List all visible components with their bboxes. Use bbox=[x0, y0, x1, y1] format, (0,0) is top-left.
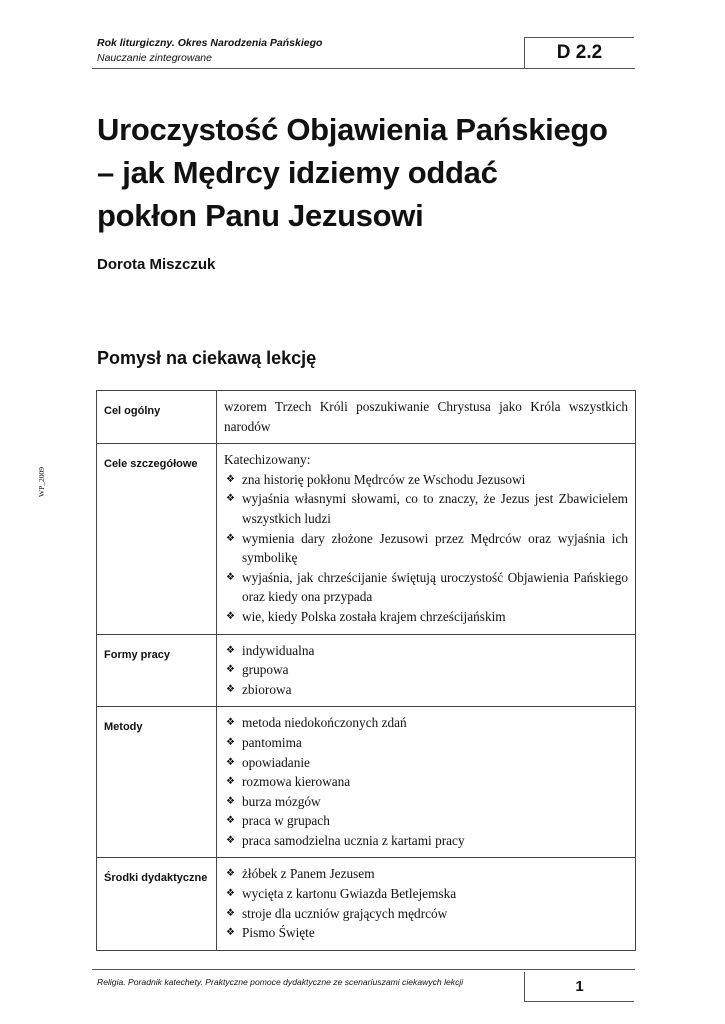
diamond-dots-icon: ❖ bbox=[226, 664, 235, 676]
diamond-dots-icon: ❖ bbox=[226, 834, 235, 846]
header-divider bbox=[92, 68, 635, 69]
row-value bbox=[217, 858, 636, 950]
list-item-text: wie, kiedy Polska została krajem chrześcijańskim bbox=[242, 608, 506, 624]
row-value bbox=[217, 444, 636, 634]
footer-divider bbox=[92, 969, 635, 970]
list-item bbox=[224, 884, 628, 904]
list-item bbox=[224, 923, 628, 943]
side-code: WP_2009 bbox=[37, 467, 46, 497]
list-item-text: Pismo Święte bbox=[242, 925, 315, 941]
diamond-dots-icon: ❖ bbox=[226, 795, 235, 807]
series-subtitle: Nauczanie zintegrowane bbox=[97, 52, 212, 64]
diamond-dots-icon: ❖ bbox=[226, 683, 235, 695]
list-item bbox=[224, 831, 628, 851]
list-item bbox=[224, 529, 628, 568]
diamond-dots-icon: ❖ bbox=[226, 532, 235, 544]
document-code: D 2.2 bbox=[524, 37, 634, 68]
lesson-plan-table bbox=[96, 390, 636, 951]
list-item-text: grupowa bbox=[242, 662, 289, 678]
row-label: Cel ogólny bbox=[97, 391, 217, 444]
page-number: 1 bbox=[524, 972, 634, 1002]
row-label: Formy pracy bbox=[97, 634, 217, 707]
table-row bbox=[97, 858, 636, 950]
row-label: Metody bbox=[97, 707, 217, 858]
list-item-text: indywidualna bbox=[242, 642, 315, 658]
list-item bbox=[224, 470, 628, 490]
author: Dorota Miszczuk bbox=[97, 256, 216, 273]
list-item bbox=[224, 660, 628, 680]
list-item-text: wycięta z kartonu Gwiazda Betlejemska bbox=[242, 886, 457, 902]
list-item bbox=[224, 680, 628, 700]
row-value bbox=[217, 634, 636, 707]
bullet-list bbox=[224, 641, 628, 700]
row-value bbox=[217, 707, 636, 858]
row-value: wzorem Trzech Króli poszukiwanie Chrystusa jako Króla wszystkich narodów bbox=[217, 391, 636, 444]
row-label: Środki dydaktyczne bbox=[97, 858, 217, 950]
diamond-dots-icon: ❖ bbox=[226, 473, 235, 485]
list-item-text: zna historię pokłonu Mędrców ze Wschodu Jezusowi bbox=[242, 471, 526, 487]
list-item-text: praca w grupach bbox=[242, 813, 330, 829]
title-line: – jak Mędrcy idziemy oddać bbox=[97, 155, 498, 190]
list-item-text: wyjaśnia, jak chrześcijanie świętują uroczystość Objawienia Pańskiego oraz kiedy ona przypada bbox=[242, 569, 628, 605]
diamond-dots-icon: ❖ bbox=[226, 815, 235, 827]
list-item bbox=[224, 607, 628, 627]
bullet-list bbox=[224, 864, 628, 942]
diamond-dots-icon: ❖ bbox=[226, 493, 235, 505]
list-item bbox=[224, 641, 628, 661]
list-item bbox=[224, 772, 628, 792]
bullet-list bbox=[224, 713, 628, 850]
table-row bbox=[97, 707, 636, 858]
list-item-text: żłóbek z Panem Jezusem bbox=[242, 866, 375, 882]
table-row bbox=[97, 444, 636, 634]
diamond-dots-icon: ❖ bbox=[226, 756, 235, 768]
list-item-text: rozmowa kierowana bbox=[242, 774, 351, 790]
list-item-text: praca samodzielna ucznia z kartami pracy bbox=[242, 832, 465, 848]
list-item-text: metoda niedokończonych zdań bbox=[242, 715, 407, 731]
title-line: Uroczystość Objawienia Pańskiego bbox=[97, 112, 608, 147]
footer-text: Religia. Poradnik katechety. Praktyczne pomoce dydaktyczne ze scenariuszami ciekawych lekcji bbox=[97, 977, 464, 987]
list-item-text: zbiorowa bbox=[242, 681, 292, 697]
list-item bbox=[224, 864, 628, 884]
title-line: pokłon Panu Jezusowi bbox=[97, 198, 424, 233]
diamond-dots-icon: ❖ bbox=[226, 776, 235, 788]
list-item-text: wymienia dary złożone Jezusowi przez Mędrców oraz wyjaśnia ich symbolikę bbox=[242, 530, 628, 566]
diamond-dots-icon: ❖ bbox=[226, 717, 235, 729]
diamond-dots-icon: ❖ bbox=[226, 610, 235, 622]
diamond-dots-icon: ❖ bbox=[226, 571, 235, 583]
row-label: Cele szczegółowe bbox=[97, 444, 217, 634]
list-item bbox=[224, 733, 628, 753]
series-title: Rok liturgiczny. Okres Narodzenia Pańskiego bbox=[97, 37, 323, 49]
diamond-dots-icon: ❖ bbox=[226, 868, 235, 880]
list-item-text: stroje dla uczniów grających mędrców bbox=[242, 905, 448, 921]
diamond-dots-icon: ❖ bbox=[226, 644, 235, 656]
list-item bbox=[224, 904, 628, 924]
diamond-dots-icon: ❖ bbox=[226, 907, 235, 919]
table-row bbox=[97, 391, 636, 444]
list-item bbox=[224, 568, 628, 607]
list-item bbox=[224, 489, 628, 528]
section-title: Pomysł na ciekawą lekcję bbox=[97, 348, 317, 368]
list-item-text: wyjaśnia własnymi słowami, co to znaczy, że Jezus jest Zbawicielem wszystkich ludzi bbox=[242, 491, 628, 526]
table-row bbox=[97, 634, 636, 707]
row-intro: Katechizowany: bbox=[224, 452, 311, 468]
list-item-text: burza mózgów bbox=[242, 793, 321, 809]
diamond-dots-icon: ❖ bbox=[226, 927, 235, 939]
diamond-dots-icon: ❖ bbox=[226, 736, 235, 748]
list-item bbox=[224, 811, 628, 831]
list-item bbox=[224, 713, 628, 733]
page-title bbox=[97, 108, 657, 237]
list-item-text: opowiadanie bbox=[242, 754, 310, 770]
list-item-text: pantomima bbox=[242, 734, 302, 750]
bullet-list bbox=[224, 470, 628, 627]
list-item bbox=[224, 753, 628, 773]
diamond-dots-icon: ❖ bbox=[226, 888, 235, 900]
list-item bbox=[224, 792, 628, 812]
